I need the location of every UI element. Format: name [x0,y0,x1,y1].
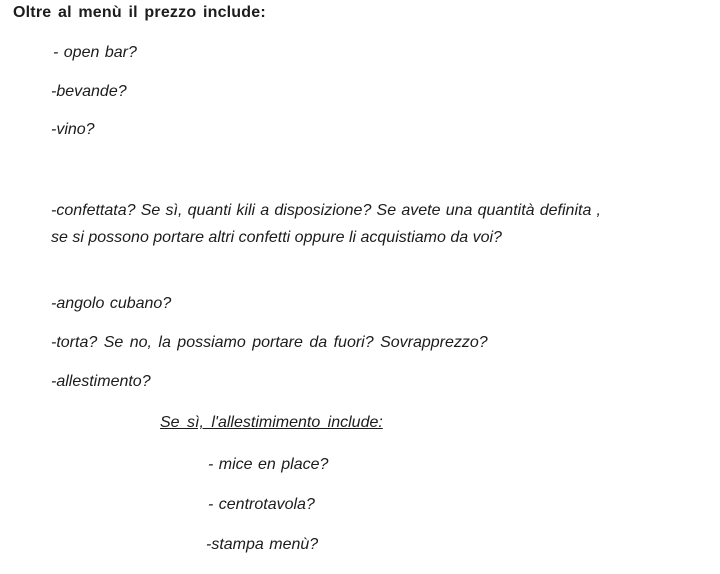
document-title: Oltre al menù il prezzo include: [13,4,266,21]
sub-item-centrotavola: - centrotavola? [208,496,315,513]
paragraph-confettata: -confettata? Se sì, quanti kili a disposizione? Se avete una quantità definita , se si possono portare altri confetti oppure li acquistiamo da voi? [51,202,601,246]
sub-item-mice-en-place: - mice en place? [208,456,329,473]
list-item-bevande: -bevande? [51,83,127,100]
list-item-open-bar: - open bar? [53,44,137,61]
list-item-vino: -vino? [51,121,95,138]
list-item-angolo-cubano: -angolo cubano? [51,295,172,312]
list-item-allestimento: -allestimento? [51,373,151,390]
list-item-torta: -torta? Se no, la possiamo portare da fuori? Sovrapprezzo? [51,334,488,351]
sub-item-stampa-menu: -stampa menù? [206,536,319,553]
subheading-allestimento-include: Se sì, l'allestimimento include: [160,414,383,431]
